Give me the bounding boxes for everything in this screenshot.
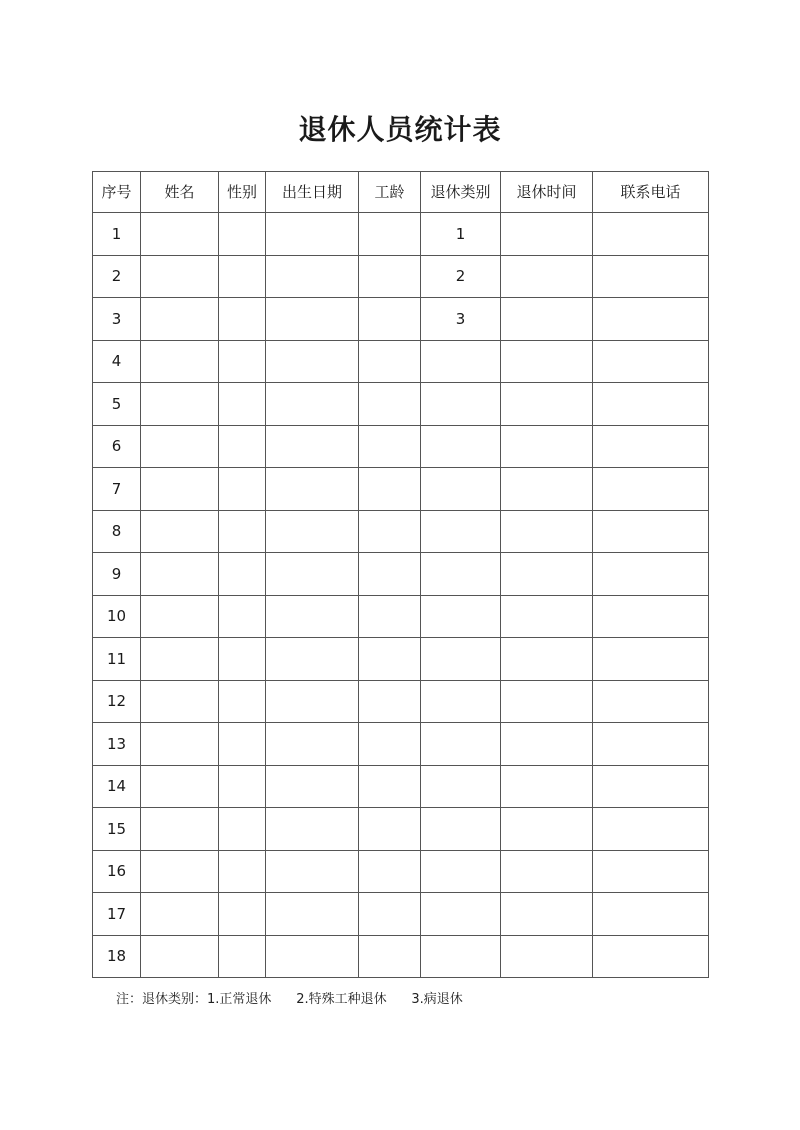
cell-index: 1 xyxy=(93,213,141,256)
cell-name[interactable] xyxy=(141,765,219,808)
cell-name[interactable] xyxy=(141,298,219,341)
cell-retirement-type[interactable] xyxy=(421,723,501,766)
table-row xyxy=(93,340,709,383)
cell-phone[interactable] xyxy=(593,425,709,468)
cell-retirement-date[interactable] xyxy=(501,468,593,511)
cell-name[interactable] xyxy=(141,638,219,681)
cell-gender[interactable] xyxy=(219,425,266,468)
table-row xyxy=(93,850,709,893)
cell-name[interactable] xyxy=(141,213,219,256)
cell-retirement-type[interactable] xyxy=(421,893,501,936)
cell-gender[interactable] xyxy=(219,213,266,256)
cell-birth-date[interactable] xyxy=(266,638,359,681)
cell-phone[interactable] xyxy=(593,340,709,383)
cell-phone[interactable] xyxy=(593,638,709,681)
cell-phone[interactable] xyxy=(593,808,709,851)
cell-gender[interactable] xyxy=(219,553,266,596)
table-row xyxy=(93,425,709,468)
cell-index: 7 xyxy=(93,468,141,511)
table-row xyxy=(93,765,709,808)
cell-retirement-date[interactable] xyxy=(501,425,593,468)
cell-index: 17 xyxy=(93,893,141,936)
cell-birth-date[interactable] xyxy=(266,468,359,511)
cell-index: 10 xyxy=(93,595,141,638)
cell-retirement-date[interactable] xyxy=(501,213,593,256)
cell-phone[interactable] xyxy=(593,213,709,256)
cell-gender[interactable] xyxy=(219,808,266,851)
header-seniority: 工龄 xyxy=(359,172,421,213)
cell-index: 13 xyxy=(93,723,141,766)
cell-name[interactable] xyxy=(141,340,219,383)
cell-index: 12 xyxy=(93,680,141,723)
cell-retirement-date[interactable] xyxy=(501,808,593,851)
cell-retirement-type[interactable] xyxy=(421,383,501,426)
table-row xyxy=(93,213,709,256)
cell-name[interactable] xyxy=(141,383,219,426)
cell-seniority[interactable] xyxy=(359,425,421,468)
cell-gender[interactable] xyxy=(219,595,266,638)
cell-name[interactable] xyxy=(141,850,219,893)
table-header-row xyxy=(93,172,709,213)
footnote: 注：退休类别：1.正常退休 2.特殊工种退休 3.病退休 xyxy=(116,992,463,1007)
cell-retirement-date[interactable] xyxy=(501,680,593,723)
cell-gender[interactable] xyxy=(219,255,266,298)
header-phone: 联系电话 xyxy=(593,172,709,213)
cell-phone[interactable] xyxy=(593,383,709,426)
cell-phone[interactable] xyxy=(593,255,709,298)
cell-retirement-type[interactable] xyxy=(421,553,501,596)
cell-birth-date[interactable] xyxy=(266,255,359,298)
cell-retirement-type[interactable]: 1 xyxy=(421,213,501,256)
cell-retirement-date[interactable] xyxy=(501,298,593,341)
cell-index: 2 xyxy=(93,255,141,298)
cell-seniority[interactable] xyxy=(359,340,421,383)
cell-retirement-type[interactable] xyxy=(421,638,501,681)
cell-phone[interactable] xyxy=(593,680,709,723)
cell-retirement-type[interactable] xyxy=(421,340,501,383)
cell-index: 4 xyxy=(93,340,141,383)
cell-retirement-date[interactable] xyxy=(501,255,593,298)
cell-name[interactable] xyxy=(141,553,219,596)
header-name: 姓名 xyxy=(141,172,219,213)
cell-seniority[interactable] xyxy=(359,893,421,936)
cell-gender[interactable] xyxy=(219,893,266,936)
cell-phone[interactable] xyxy=(593,510,709,553)
cell-retirement-date[interactable] xyxy=(501,595,593,638)
header-retirement-type: 退休类别 xyxy=(421,172,501,213)
cell-gender[interactable] xyxy=(219,850,266,893)
cell-retirement-date[interactable] xyxy=(501,383,593,426)
cell-seniority[interactable] xyxy=(359,765,421,808)
cell-index: 14 xyxy=(93,765,141,808)
cell-retirement-type[interactable] xyxy=(421,935,501,978)
cell-phone[interactable] xyxy=(593,935,709,978)
header-birth-date: 出生日期 xyxy=(266,172,359,213)
cell-retirement-type[interactable] xyxy=(421,680,501,723)
cell-index: 11 xyxy=(93,638,141,681)
cell-phone[interactable] xyxy=(593,723,709,766)
cell-index: 16 xyxy=(93,850,141,893)
table-row xyxy=(93,893,709,936)
cell-birth-date[interactable] xyxy=(266,425,359,468)
cell-name[interactable] xyxy=(141,723,219,766)
cell-phone[interactable] xyxy=(593,468,709,511)
header-index: 序号 xyxy=(93,172,141,213)
cell-retirement-date[interactable] xyxy=(501,893,593,936)
cell-retirement-type[interactable]: 3 xyxy=(421,298,501,341)
cell-phone[interactable] xyxy=(593,595,709,638)
cell-gender[interactable] xyxy=(219,468,266,511)
cell-seniority[interactable] xyxy=(359,298,421,341)
cell-seniority[interactable] xyxy=(359,553,421,596)
cell-seniority[interactable] xyxy=(359,808,421,851)
table-row xyxy=(93,808,709,851)
cell-birth-date[interactable] xyxy=(266,723,359,766)
cell-retirement-type[interactable] xyxy=(421,468,501,511)
header-gender: 性别 xyxy=(219,172,266,213)
cell-index: 8 xyxy=(93,510,141,553)
cell-phone[interactable] xyxy=(593,298,709,341)
table-row xyxy=(93,935,709,978)
table-row xyxy=(93,553,709,596)
cell-seniority[interactable] xyxy=(359,255,421,298)
cell-gender[interactable] xyxy=(219,383,266,426)
cell-gender[interactable] xyxy=(219,680,266,723)
cell-retirement-date[interactable] xyxy=(501,553,593,596)
table-row xyxy=(93,383,709,426)
cell-gender[interactable] xyxy=(219,765,266,808)
cell-seniority[interactable] xyxy=(359,510,421,553)
cell-retirement-type[interactable] xyxy=(421,425,501,468)
cell-retirement-date[interactable] xyxy=(501,723,593,766)
cell-birth-date[interactable] xyxy=(266,340,359,383)
cell-gender[interactable] xyxy=(219,340,266,383)
cell-seniority[interactable] xyxy=(359,935,421,978)
cell-birth-date[interactable] xyxy=(266,213,359,256)
cell-birth-date[interactable] xyxy=(266,553,359,596)
table-row xyxy=(93,595,709,638)
cell-name[interactable] xyxy=(141,510,219,553)
cell-name[interactable] xyxy=(141,808,219,851)
cell-index: 18 xyxy=(93,935,141,978)
cell-birth-date[interactable] xyxy=(266,383,359,426)
cell-phone[interactable] xyxy=(593,765,709,808)
cell-index: 6 xyxy=(93,425,141,468)
cell-birth-date[interactable] xyxy=(266,893,359,936)
page-title: 退休人员统计表 xyxy=(298,113,502,146)
retiree-stats-table xyxy=(92,171,709,978)
table-row xyxy=(93,298,709,341)
table-row xyxy=(93,723,709,766)
cell-retirement-type[interactable] xyxy=(421,765,501,808)
cell-gender[interactable] xyxy=(219,723,266,766)
cell-seniority[interactable] xyxy=(359,850,421,893)
cell-gender[interactable] xyxy=(219,298,266,341)
cell-name[interactable] xyxy=(141,425,219,468)
cell-retirement-type[interactable]: 2 xyxy=(421,255,501,298)
cell-gender[interactable] xyxy=(219,510,266,553)
cell-name[interactable] xyxy=(141,893,219,936)
cell-birth-date[interactable] xyxy=(266,510,359,553)
cell-name[interactable] xyxy=(141,680,219,723)
cell-phone[interactable] xyxy=(593,553,709,596)
cell-birth-date[interactable] xyxy=(266,298,359,341)
cell-name[interactable] xyxy=(141,595,219,638)
table-body xyxy=(93,213,709,978)
cell-gender[interactable] xyxy=(219,638,266,681)
cell-retirement-date[interactable] xyxy=(501,340,593,383)
cell-birth-date[interactable] xyxy=(266,935,359,978)
cell-retirement-type[interactable] xyxy=(421,595,501,638)
cell-seniority[interactable] xyxy=(359,680,421,723)
cell-index: 3 xyxy=(93,298,141,341)
cell-index: 5 xyxy=(93,383,141,426)
cell-retirement-date[interactable] xyxy=(501,765,593,808)
table-row xyxy=(93,510,709,553)
cell-birth-date[interactable] xyxy=(266,595,359,638)
table-row xyxy=(93,255,709,298)
cell-retirement-date[interactable] xyxy=(501,850,593,893)
cell-retirement-type[interactable] xyxy=(421,510,501,553)
cell-retirement-type[interactable] xyxy=(421,850,501,893)
cell-name[interactable] xyxy=(141,255,219,298)
cell-gender[interactable] xyxy=(219,935,266,978)
cell-seniority[interactable] xyxy=(359,638,421,681)
cell-birth-date[interactable] xyxy=(266,850,359,893)
cell-seniority[interactable] xyxy=(359,468,421,511)
cell-seniority[interactable] xyxy=(359,723,421,766)
table-row xyxy=(93,638,709,681)
table-row xyxy=(93,468,709,511)
cell-index: 15 xyxy=(93,808,141,851)
cell-index: 9 xyxy=(93,553,141,596)
cell-birth-date[interactable] xyxy=(266,680,359,723)
table-row xyxy=(93,680,709,723)
cell-retirement-type[interactable] xyxy=(421,808,501,851)
cell-retirement-date[interactable] xyxy=(501,638,593,681)
cell-seniority[interactable] xyxy=(359,383,421,426)
cell-birth-date[interactable] xyxy=(266,765,359,808)
cell-seniority[interactable] xyxy=(359,595,421,638)
cell-retirement-date[interactable] xyxy=(501,510,593,553)
cell-seniority[interactable] xyxy=(359,213,421,256)
header-retirement-date: 退休时间 xyxy=(501,172,593,213)
cell-phone[interactable] xyxy=(593,850,709,893)
cell-name[interactable] xyxy=(141,935,219,978)
cell-retirement-date[interactable] xyxy=(501,935,593,978)
cell-phone[interactable] xyxy=(593,893,709,936)
cell-name[interactable] xyxy=(141,468,219,511)
cell-birth-date[interactable] xyxy=(266,808,359,851)
